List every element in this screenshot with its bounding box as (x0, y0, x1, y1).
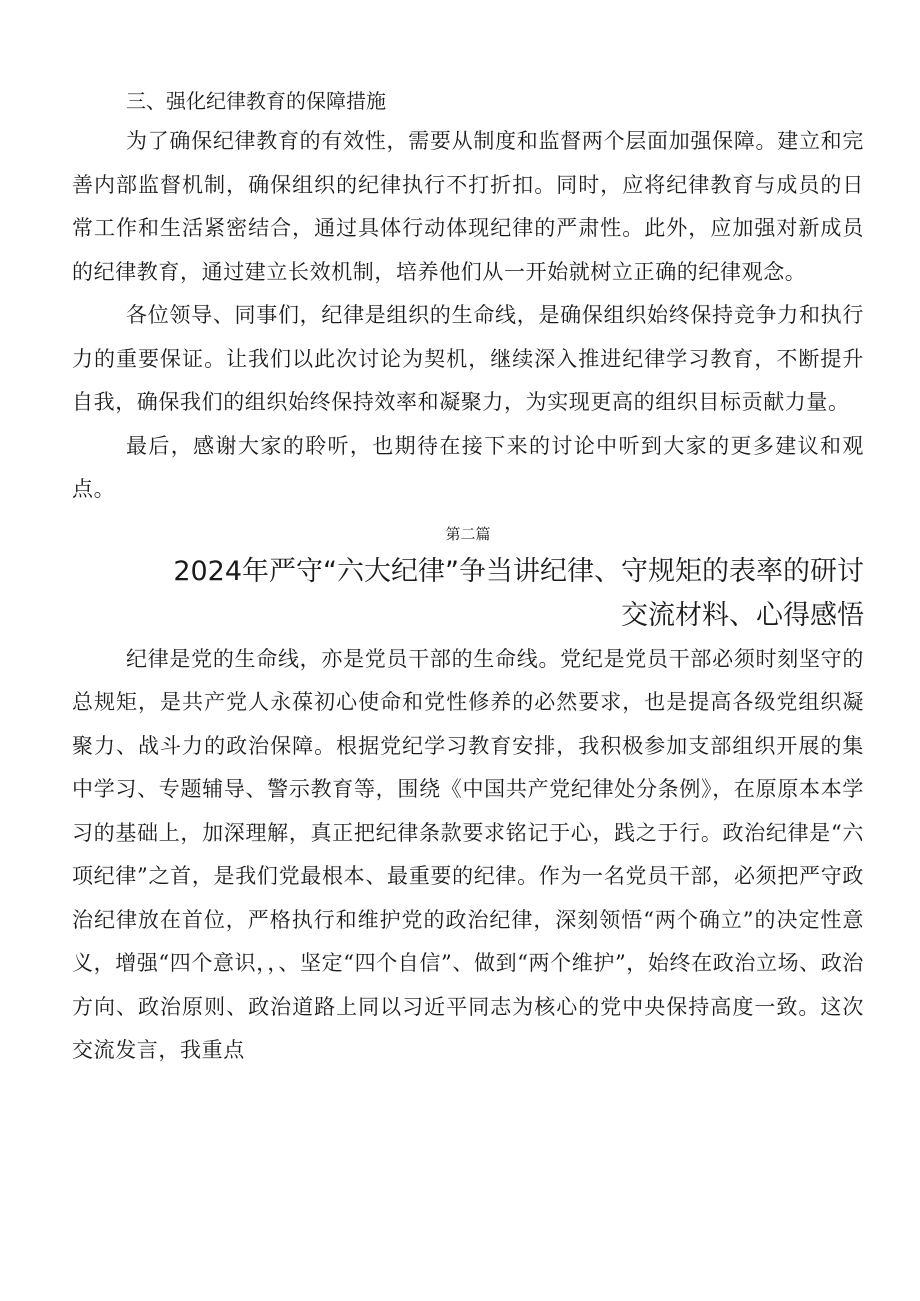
paragraph-closing-appeal: 各位领导、同事们，纪律是组织的生命线，是确保组织始终保持竞争力和执行力的重要保证。让我们以此次讨论为契机，继续深入推进纪律学习教育，不断提升自我，确保我们的组织始终保持效率和凝聚力，为实现更高的组织目标贡献力量。 (72, 303, 864, 414)
paragraph-guarantee-measures: 为了确保纪律教育的有效性，需要从制度和监督两个层面加强保障。建立和完善内部监督机制，确保组织的纪律执行不打折扣。同时，应将纪律教育与成员的日常工作和生活紧密结合，通过具体行动体现纪律的严肃性。此外，应加强对新成员的纪律教育，通过建立长效机制，培养他们从一开始就树立正确的纪律观念。 (72, 129, 864, 284)
paragraph-thanks: 最后，感谢大家的聆听，也期待在接下来的讨论中听到大家的更多建议和观点。 (72, 433, 864, 501)
document-page (72, 86, 864, 1073)
part-label: 第二篇 (445, 524, 491, 543)
document-title (72, 550, 864, 638)
section-heading: 三、强化纪律教育的保障措施 (126, 89, 386, 113)
document-title-line-2: 交流材料、心得感悟 (621, 599, 864, 631)
paragraph-discipline-lifeline: 纪律是党的生命线，亦是党员干部的生命线。党纪是党员干部必须时刻坚守的总规矩，是共产党人永葆初心使命和党性修养的必然要求，也是提高各级党组织凝聚力、战斗力的政治保障。根据党纪学习教育安排，我积极参加支部组织开展的集中学习、专题辅导、警示教育等，围绕《中国共产党纪律处分条例》，在原原本本学习的基础上，加深理解，真正把纪律条款要求铭记于心，践之于行。政治纪律是“六项纪律”之首，是我们党最根本、最重要的纪律。作为一名党员干部，必须把严守政治纪律放在首位，严格执行和维护党的政治纪律，深刻领悟“两个确立”的决定性意义，增强“四个意识，，、坚定“四个自信”、做到“两个维护”，始终在政治立场、政治方向、政治原则、政治道路上同以习近平同志为核心的党中央保持高度一致。这次交流发言，我重点 (72, 646, 864, 1062)
document-title-line-1: 2024年严守“六大纪律”争当讲纪律、守规矩的表率的研讨 (173, 555, 864, 587)
